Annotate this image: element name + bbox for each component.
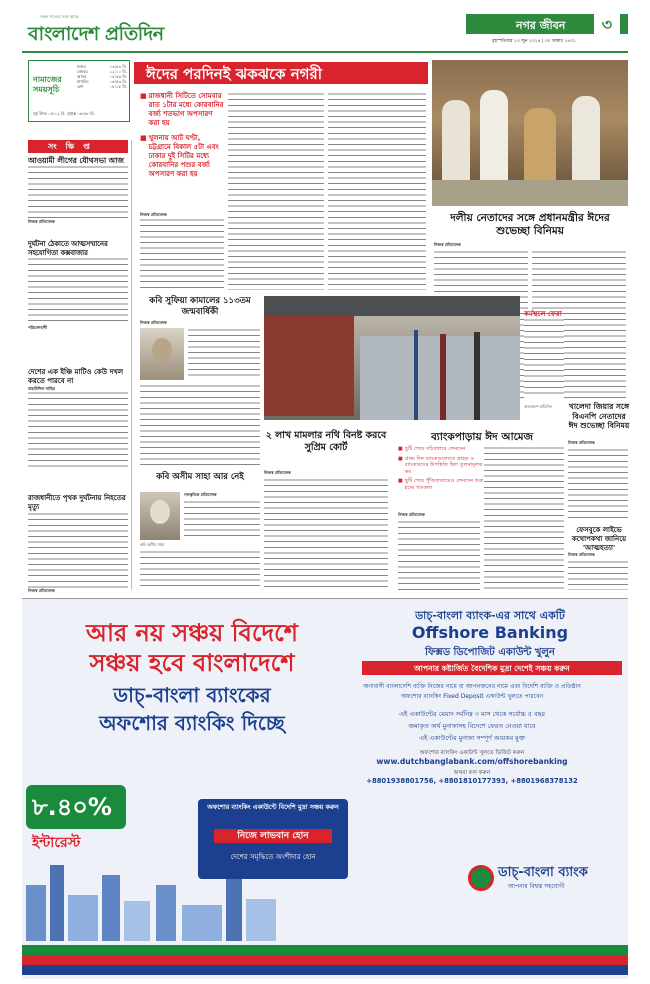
poet-body	[140, 384, 260, 468]
poet-body	[188, 328, 260, 380]
ad-info: এই একাউন্টের মুনাফা সম্পূর্ণ আয়কর মুক্ত	[419, 734, 525, 742]
court-headline: ২ লাখ মামলার নথি বিনষ্ট করবে সুপ্রিম কোর্ট	[265, 430, 387, 453]
section-title: নগর জীবন	[516, 19, 566, 32]
bank-bullet: ■ ছুটি শেষে পুঁজিবাজারেও লেনদেন শুরু হচ্ছে গতকাল	[398, 478, 484, 491]
train-caption-title: কর্মস্থলে ফেরা	[524, 310, 562, 318]
rate-badge	[26, 785, 126, 829]
bullet-icon: ■	[140, 134, 147, 142]
ad-call-label: অথবা কল করুন	[453, 770, 491, 776]
sidebar-item: দুর্ঘটনা ঠেকাতে আত্মসম্মানের সহযোগিতা কক্সবাজার পরিবেশবাদী	[28, 240, 128, 330]
asim-photo	[140, 492, 180, 540]
ribbon-highlight: নিজে লাভবান হোন	[214, 829, 332, 843]
ad-headline-1: আর নয় সঞ্চয় বিদেশে	[85, 619, 298, 647]
bullet-icon: ■	[398, 446, 403, 452]
court-body	[264, 478, 388, 590]
photo-credit: বাংলাদেশ প্রতিদিন	[524, 404, 552, 409]
prayer-row: এশা ০৮:১৮ মি.	[77, 84, 127, 89]
poet-headline: কবি সুফিয়া কামালের ১১৩তম জন্মবার্ষিকী	[149, 296, 251, 317]
prayer-box	[28, 60, 130, 122]
prayer-row: মাগরিব ০৬:৫৩ মি.	[77, 79, 127, 84]
train-photo	[264, 296, 520, 420]
asim-caption: কবি অসীম সাহা	[140, 542, 164, 547]
khaleda-body	[568, 448, 628, 518]
rate-label: ইন্টারেস্ট	[32, 835, 81, 851]
lead-headline: ঈদের পরদিনই ঝকঝকে নগরী	[146, 65, 323, 83]
facebook-byline: নিজস্ব প্রতিবেদক	[568, 552, 595, 557]
poet-byline: নিজস্ব প্রতিবেদক	[140, 320, 167, 325]
ad-headline-3: ডাচ্-বাংলা ব্যাংকের	[113, 683, 271, 707]
ad-info: জমাকৃত অর্থ মুনাফাসহ বিদেশে ফেরত নেওয়া যাবে	[408, 722, 536, 730]
ad-info: অনাবাসী বাংলাদেশি ব্যক্তি নিজের নামে বা আপনজনের নামে এবং বিদেশি ব্যক্তি ও প্রতিষ্ঠান	[363, 683, 581, 690]
ad-phones: +8801938801756, +8801810177393, +8801968378132	[366, 777, 578, 785]
red-band: আপনার কষ্টার্জিত বৈদেশিক মুদ্রা দেশেই সঞ্চয় করুন	[362, 661, 622, 675]
bullet-icon: ■	[398, 478, 403, 484]
court-byline: নিজস্ব প্রতিবেদক	[264, 470, 291, 475]
asim-body	[140, 550, 260, 590]
bank-headline: ব্যাংকপাড়ায় ঈদ আমেজ	[430, 431, 534, 443]
prayer-row: জোহর ১২:০০ মি.	[77, 69, 127, 74]
brand-logo: বাংলাদেশ প্রতিদিন	[28, 23, 164, 45]
khaleda-headline: খালেদা জিয়ার সঙ্গে বিএনপি নেতাদের ঈদ শুভেচ্ছা বিনিময়	[568, 402, 630, 430]
sidebar-item: দেশের এক ইঞ্চি মাটিও কেউ দখল করতে পারবে না বাহাউদ্দিন নাছিম	[28, 368, 128, 471]
bank-body	[484, 446, 564, 590]
pm-byline: নিজস্ব প্রতিবেদক	[434, 242, 461, 247]
lead-bullet: ■ রাজধানী সিটিতে সোমবার রাত ১টার মধ্যে কোরবানির বর্জ্য শতভাগ অপসারণ করা হয়	[140, 92, 224, 127]
bank-logo-icon	[468, 865, 494, 891]
offshore-title: Offshore Banking	[411, 623, 569, 642]
ad-url[interactable]: www.dutchbanglabank.com/offshorebanking	[376, 757, 568, 766]
ad-headline-2: সঞ্চয় হবে বাংলাদেশে	[89, 649, 295, 677]
lead-body	[228, 92, 324, 290]
logo-tagline: আপনার বিশ্বস্ত সহযোগী	[508, 883, 565, 890]
rate-value: ৮.৪০%	[32, 793, 112, 821]
bank-bullet: ■ প্রথম দিন ব্যাংকগুলোতে গ্রাহক ও ব্যাংকারদের উপস্থিতি ছিল তুলনামূলক কম	[398, 455, 483, 475]
sun-times: সূর্য উদয় ০৫:১২ মি. সূর্যাস্ত ০৬:৪৮ মি.	[33, 111, 95, 116]
prayer-row: ফজর ০৩:৪৪ মি.	[77, 64, 127, 69]
masthead-rule	[22, 51, 628, 53]
sidebar-item: আওয়ামী লীগের যৌথসভা আজ নিজস্ব প্রতিবেদক	[28, 156, 128, 224]
poet-photo	[140, 328, 184, 380]
masthead-date: বৃহস্পতিবার ১৩ জুন ২০২৪ | ৩০ আষাঢ় ১৪৩১	[492, 39, 576, 44]
masthead-tagline: সকল সত্যের সঙ্গে আছে	[40, 14, 79, 19]
lead-bullet: ■ খুলনায় আট ঘণ্টা, চট্টগ্রামে বিকাল ৫টা এবং ঢাকার দুই সিটির মধ্যে কোরবানির পশুর বর্জ্য অপসারণ করা হয়	[140, 134, 219, 178]
ad-info: অফশোর ব্যাংকিং Fixed Deposit একাউন্ট খুলতে পারবেন	[400, 693, 544, 700]
masthead	[22, 14, 628, 50]
ad-ribbon: অফশোর ব্যাংকিং একাউন্টে বিদেশি মুদ্রা সঞ্চয় করুন নিজে লাভবান হোন দেশের সমৃদ্ধিতে অংশীদার হোন	[198, 799, 348, 879]
bullet-icon: ■	[140, 92, 147, 100]
prayer-title: নামাজের সময়সূচি	[33, 75, 62, 94]
open-account-line: ফিক্সড ডিপোজিট একাউন্ট খুলুন	[425, 647, 555, 658]
asim-body	[184, 500, 260, 540]
column-divider	[131, 140, 132, 590]
ad-banner	[22, 598, 628, 979]
pm-headline: দলীয় নেতাদের সঙ্গে প্রধানমন্ত্রীর ঈদের শুভেচ্ছা বিনিময়	[450, 212, 610, 237]
lead-bullets	[140, 92, 224, 179]
section-box	[466, 14, 628, 34]
bank-logo	[468, 859, 608, 899]
pm-photo	[432, 60, 628, 206]
ad-info: এই একাউন্টের মেয়াদ সর্বনিম্ন ৩ মাস থেকে সর্বোচ্চ ৫ বছর	[399, 710, 545, 718]
asim-byline: সাংস্কৃতিক প্রতিবেদক	[184, 492, 217, 497]
train-caption	[524, 318, 564, 398]
khaleda-byline: নিজস্ব প্রতিবেদক	[568, 440, 595, 445]
bank-byline: নিজস্ব প্রতিবেদক	[398, 512, 425, 517]
page-number: ৩	[594, 12, 620, 34]
facebook-body	[568, 560, 628, 590]
facebook-headline: ফেসবুকে লাইভে কথোপকথা জানিয়ে 'আত্মহত্যা'	[571, 526, 627, 552]
ad-footer-stripe	[22, 945, 628, 975]
lead-body	[140, 218, 224, 290]
ad-right-title: ডাচ্-বাংলা ব্যাংক-এর সাথে একটি	[415, 609, 565, 622]
bank-bullets	[398, 446, 488, 491]
bank-bullet: ■ ছুটি শেষে সচিবালয়ে লেনদেন	[398, 446, 466, 452]
bank-body	[398, 520, 480, 590]
ad-web-label: অফশোর ব্যাংকিং একাউন্ট খুলতে ভিজিট করুন	[419, 750, 525, 756]
ad-headline-4: অফশোর ব্যাংকিং দিচ্ছে	[99, 711, 285, 735]
bullet-icon: ■	[398, 455, 403, 462]
lead-byline: নিজস্ব প্রতিবেদক	[140, 212, 167, 217]
lead-body	[328, 92, 426, 290]
lead-headline-bar	[134, 62, 428, 84]
logo-name: ডাচ্-বাংলা ব্যাংক	[498, 865, 588, 880]
digest-label: সং ক্ষি প্ত	[28, 140, 128, 153]
prayer-row: আসর ০৪:৪৫ মি.	[77, 74, 127, 79]
sidebar-item: রাজধানীতে পৃথক দুর্ঘটনায় নিহতের মৃত্যু নিজস্ব প্রতিবেদক	[28, 494, 128, 593]
asim-headline: কবি অসীম সাহা আর নেই	[156, 472, 244, 482]
